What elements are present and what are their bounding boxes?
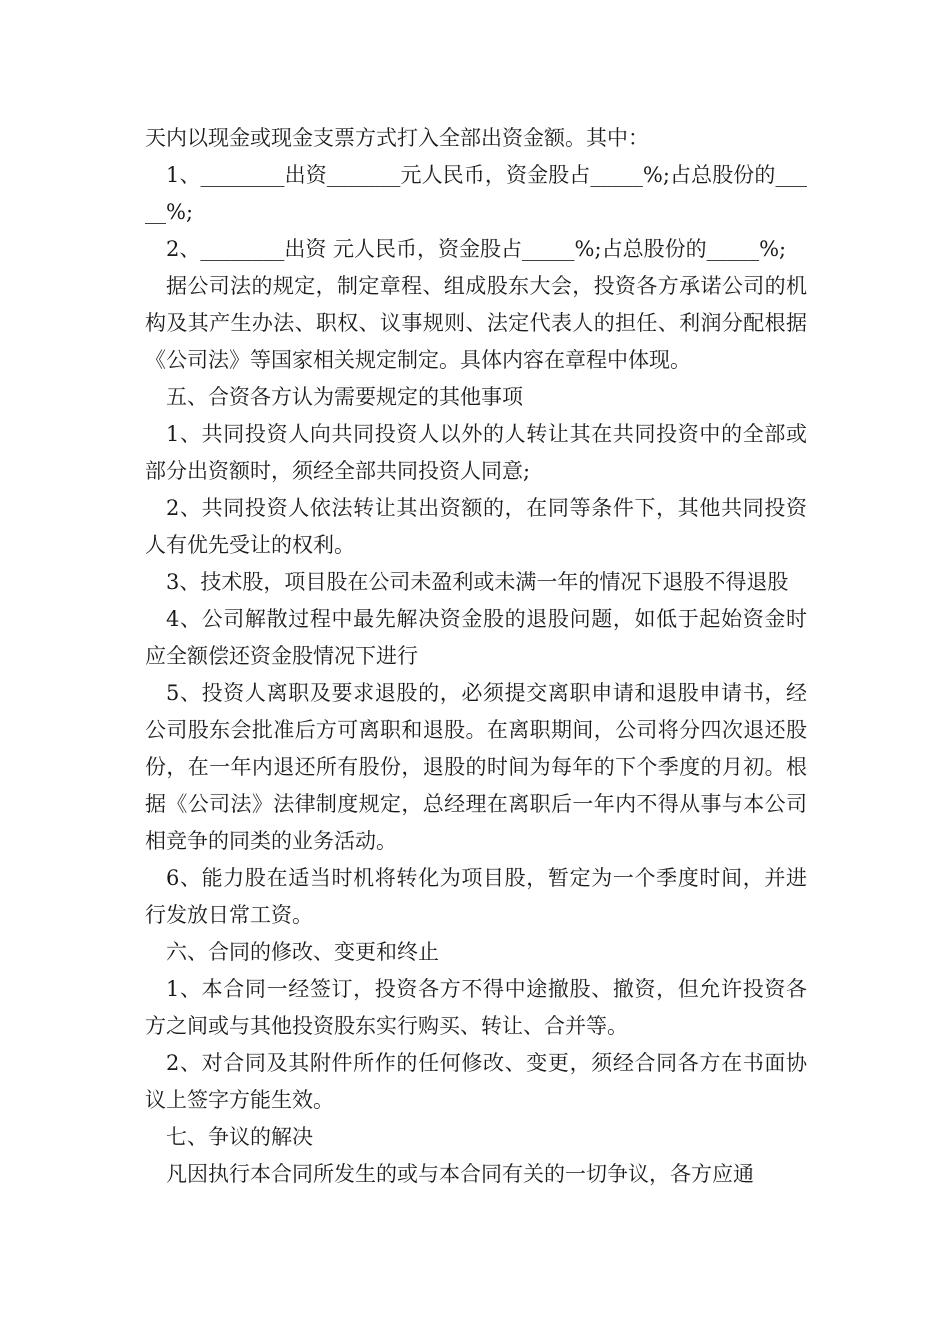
clause-ability-share: 6、能力股在适当时机将转化为项目股，暂定为一个季度时间，并进行发放日常工资。 <box>145 866 807 927</box>
paragraph-cash-payment: 天内以现金或现金支票方式打入全部出资金额。其中： <box>145 126 649 150</box>
clause-preemptive-right: 2、共同投资人依法转让其出资额的，在同等条件下，其他共同投资人有优先受让的权利。 <box>145 496 807 557</box>
paragraph-investor-2-share: 2、________出资 元人民币，资金股占_____%;占总股份的_____%; <box>166 237 787 261</box>
paragraph-investor-1-share: 1、________出资_______元人民币，资金股占_____%;占总股份的_____%; <box>145 163 807 224</box>
paragraph-company-law: 据公司法的规定，制定章程、组成股东大会，投资各方承诺公司的机构及其产生办法、职权、议事规则、法定代表人的担任、利润分配根据《公司法》等国家相关规定制定。具体内容在章程中体现。 <box>145 274 807 372</box>
clause-written-amendment: 2、对合同及其附件所作的任何修改、变更，须经合同各方在书面协议上签字方能生效。 <box>145 1051 807 1112</box>
clause-dispute-resolution: 凡因执行本合同所发生的或与本合同有关的一切争议，各方应通 <box>166 1162 754 1186</box>
clause-dissolution: 4、公司解散过程中最先解决资金股的退股问题，如低于起始资金时应全额偿还资金股情况下进行 <box>145 607 807 668</box>
section-heading-dispute: 七、争议的解决 <box>166 1125 313 1149</box>
section-heading-other-matters: 五、合资各方认为需要规定的其他事项 <box>166 385 523 409</box>
clause-resignation: 5、投资人离职及要求退股的，必须提交离职申请和退股申请书，经公司股东会批准后方可离职和退股。在离职期间，公司将分四次退还股份，在一年内退还所有股份，退股的时间为每年的下个季度的月初。根据《公司法》法律制度规定，总经理在离职后一年内不得从事与本公司相竞争的同类的业务活动。 <box>145 681 807 853</box>
document-body <box>145 120 807 1193</box>
clause-no-withdrawal: 1、本合同一经签订，投资各方不得中途撤股、撤资，但允许投资各方之间或与其他投资股东实行购买、转让、合并等。 <box>145 977 807 1038</box>
clause-technical-share: 3、技术股，项目股在公司未盈利或未满一年的情况下退股不得退股 <box>166 570 789 594</box>
section-heading-amendment: 六、合同的修改、变更和终止 <box>166 940 439 964</box>
clause-transfer-consent: 1、共同投资人向共同投资人以外的人转让其在共同投资中的全部或部分出资额时，须经全部共同投资人同意; <box>145 422 807 483</box>
